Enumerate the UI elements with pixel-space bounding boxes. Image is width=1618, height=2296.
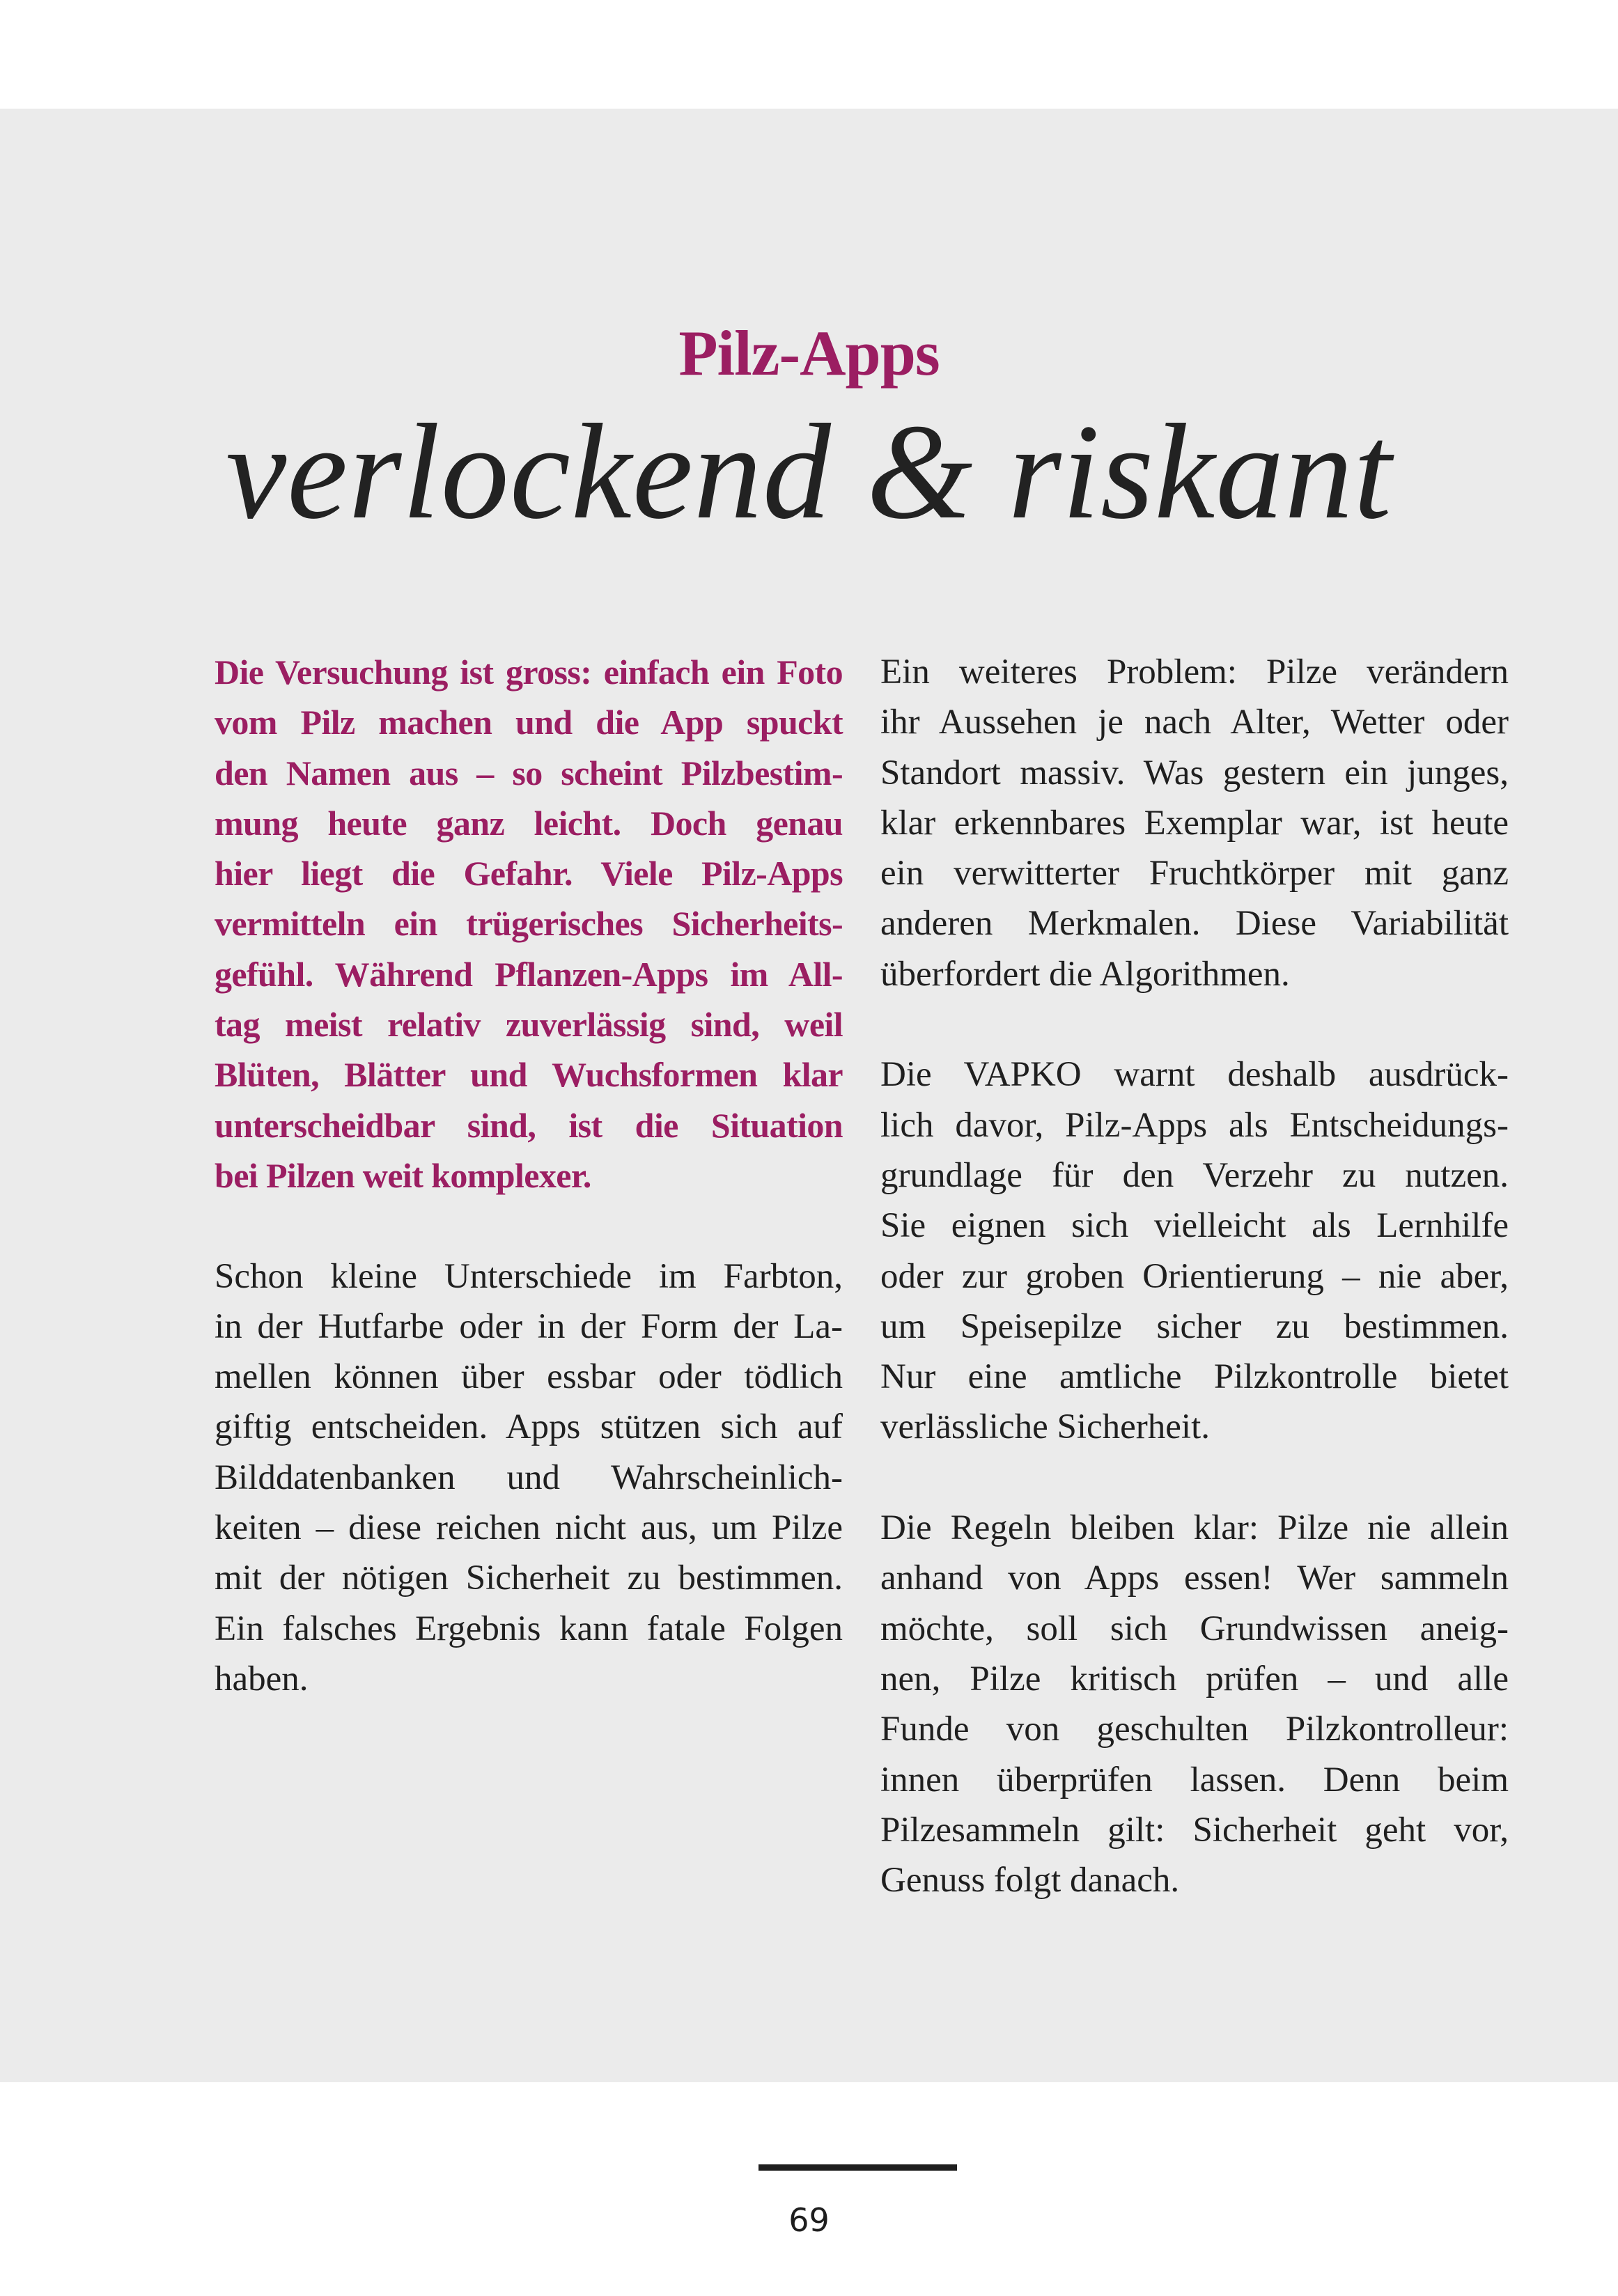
text-line: verlässliche Sicherheit. bbox=[880, 1407, 1210, 1447]
text-line: Die VAPKO warnt deshalb ausdrück- bbox=[880, 1055, 1509, 1095]
text-line: mellen können über essbar oder tödlich bbox=[215, 1357, 843, 1397]
text-line: Die Versuchung ist gross: einfach ein Foto bbox=[215, 653, 843, 692]
kicker-text: Pilz-Apps bbox=[678, 318, 940, 389]
text-line: Funde von geschulten Pilzkontrolleur: bbox=[880, 1710, 1509, 1749]
text-line: nen, Pilze kritisch prüfen – und alle bbox=[880, 1659, 1509, 1698]
footer-rule bbox=[759, 2164, 957, 2171]
text-line: Genuss folgt danach. bbox=[880, 1861, 1180, 1900]
text-line: in der Hutfarbe oder in der Form der La- bbox=[215, 1306, 843, 1346]
lead-paragraph bbox=[215, 647, 843, 1201]
text-line: haben. bbox=[215, 1659, 309, 1698]
text-line: Schon kleine Unterschiede im Farbton, bbox=[215, 1256, 843, 1296]
text-line: giftig entscheiden. Apps stützen sich auf bbox=[215, 1407, 843, 1447]
text-line: Die Regeln bleiben klar: Pilze nie allein bbox=[880, 1508, 1509, 1548]
text-line: Standort massiv. Was gestern ein junges, bbox=[880, 753, 1509, 792]
text-line: Blüten, Blätter und Wuchsformen klar bbox=[215, 1055, 843, 1095]
body-paragraph bbox=[215, 1251, 843, 1705]
text-line: um Speisepilze sicher zu bestimmen. bbox=[880, 1306, 1509, 1346]
text-line: klar erkennbares Exemplar war, ist heute bbox=[880, 803, 1509, 843]
text-line: mung heute ganz leicht. Doch genau bbox=[215, 803, 843, 843]
body-paragraph bbox=[880, 647, 1509, 999]
text-line: grundlage für den Verzehr zu nutzen. bbox=[880, 1155, 1509, 1195]
text-line: lich davor, Pilz-Apps als Entscheidungs- bbox=[880, 1105, 1509, 1145]
text-line: anderen Merkmalen. Diese Variabilität bbox=[880, 904, 1509, 944]
text-line: keiten – diese reichen nicht aus, um Pilze bbox=[215, 1508, 843, 1548]
body-paragraph bbox=[880, 1049, 1509, 1452]
text-line: überfordert die Algorithmen. bbox=[880, 954, 1290, 994]
left-column bbox=[215, 647, 843, 1704]
article-kicker bbox=[0, 315, 1618, 391]
text-line: tag meist relativ zuverlässig sind, weil bbox=[215, 1005, 843, 1045]
text-line: Ein falsches Ergebnis kann fatale Folgen bbox=[215, 1609, 843, 1648]
text-line: hier liegt die Gefahr. Viele Pilz-Apps bbox=[215, 854, 843, 893]
text-line: Ein weiteres Problem: Pilze verändern bbox=[880, 653, 1509, 692]
text-line: oder zur groben Orientierung – nie aber, bbox=[880, 1256, 1509, 1296]
text-line: Pilzesammeln gilt: Sicherheit geht vor, bbox=[880, 1810, 1509, 1850]
text-line: gefühl. Während Pflanzen-Apps im All- bbox=[215, 954, 843, 994]
text-line: möchte, soll sich Grundwissen aneig- bbox=[880, 1609, 1509, 1648]
text-line: anhand von Apps essen! Wer sammeln bbox=[880, 1559, 1509, 1598]
text-line: mit der nötigen Sicherheit zu bestimmen. bbox=[215, 1559, 843, 1598]
text-line: vom Pilz machen und die App spuckt bbox=[215, 703, 843, 742]
text-line: ein verwitterter Fruchtkörper mit ganz bbox=[880, 854, 1509, 893]
page-number: 69 bbox=[788, 2201, 830, 2239]
right-column bbox=[880, 647, 1509, 1905]
body-paragraph bbox=[880, 1503, 1509, 1905]
article-title: verlockend & riskant bbox=[226, 396, 1392, 547]
text-line: vermitteln ein trügerisches Sicherheits- bbox=[215, 904, 843, 944]
text-line: bei Pilzen weit komplexer. bbox=[215, 1155, 591, 1195]
text-line: innen überprüfen lassen. Denn beim bbox=[880, 1760, 1509, 1799]
paragraph-gap bbox=[880, 999, 1509, 1049]
text-line: den Namen aus – so scheint Pilzbestim- bbox=[215, 753, 843, 792]
paragraph-gap bbox=[215, 1201, 843, 1251]
text-line: Sie eignen sich vielleicht als Lernhilfe bbox=[880, 1206, 1509, 1246]
paragraph-gap bbox=[880, 1453, 1509, 1503]
text-line: unterscheidbar sind, ist die Situation bbox=[215, 1105, 843, 1145]
text-line: Bilddatenbanken und Wahrscheinlich- bbox=[215, 1458, 843, 1497]
text-line: Nur eine amtliche Pilzkontrolle bietet bbox=[880, 1357, 1509, 1397]
text-line: ihr Aussehen je nach Alter, Wetter oder bbox=[880, 703, 1509, 742]
